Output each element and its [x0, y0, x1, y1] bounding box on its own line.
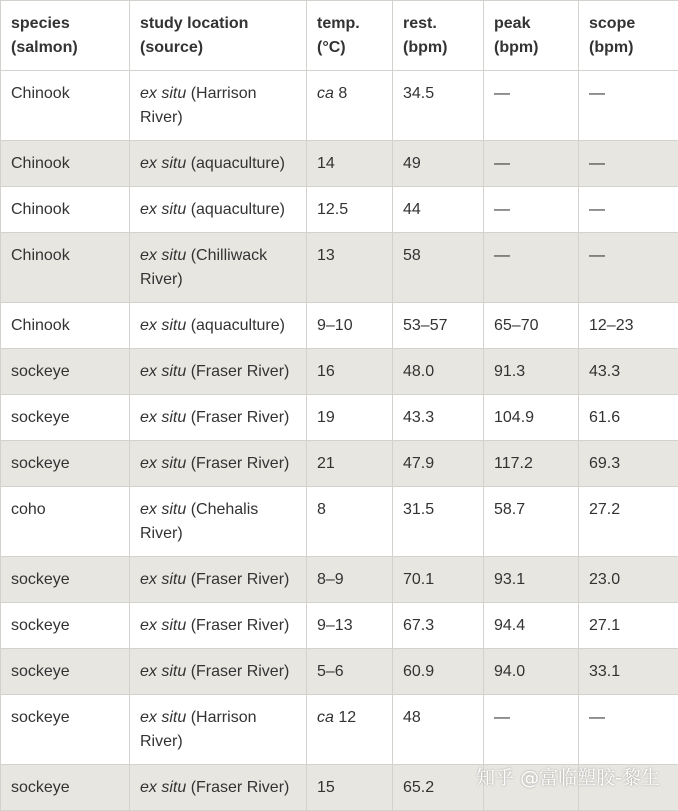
cell-location	[130, 349, 307, 395]
table-row	[1, 349, 678, 395]
cell-scope: —	[579, 695, 678, 765]
cell-temp	[307, 603, 393, 649]
header-row	[1, 1, 678, 71]
cell-peak: 65–70	[484, 303, 579, 349]
table-body	[1, 71, 678, 811]
table-row	[1, 557, 678, 603]
cell-peak: 91.3	[484, 349, 579, 395]
header-line: temp.	[317, 15, 360, 32]
cell-scope: —	[579, 187, 678, 233]
header-scope	[579, 1, 678, 71]
cell-location	[130, 487, 307, 557]
location-source: (Fraser River)	[186, 779, 289, 796]
header-line: (bpm)	[403, 39, 447, 56]
cell-rest: 58	[393, 233, 484, 303]
temp-value: 9–10	[317, 317, 353, 334]
cell-species: Chinook	[1, 303, 130, 349]
cell-temp	[307, 349, 393, 395]
location-prefix: ex situ	[140, 363, 186, 380]
location-prefix: ex situ	[140, 617, 186, 634]
location-source: (aquaculture)	[186, 201, 285, 218]
cell-location	[130, 303, 307, 349]
cell-rest: 48	[393, 695, 484, 765]
location-prefix: ex situ	[140, 201, 186, 218]
cell-scope: 43.3	[579, 349, 678, 395]
cell-scope: 27.1	[579, 603, 678, 649]
cell-rest: 67.3	[393, 603, 484, 649]
cell-species: Chinook	[1, 71, 130, 141]
location-prefix: ex situ	[140, 501, 186, 518]
location-prefix: ex situ	[140, 709, 186, 726]
cell-species: sockeye	[1, 695, 130, 765]
cell-species: sockeye	[1, 603, 130, 649]
cell-peak: 93.1	[484, 557, 579, 603]
table-row	[1, 695, 678, 765]
temp-prefix: ca	[317, 85, 334, 102]
table-row	[1, 649, 678, 695]
location-prefix: ex situ	[140, 155, 186, 172]
location-prefix: ex situ	[140, 663, 186, 680]
temp-value: 9–13	[317, 617, 353, 634]
cell-species: sockeye	[1, 649, 130, 695]
cell-location	[130, 395, 307, 441]
location-source: (Chilliwack River)	[140, 247, 267, 288]
cell-location	[130, 695, 307, 765]
location-source: (Harrison River)	[140, 709, 256, 750]
cell-peak: —	[484, 141, 579, 187]
cell-species: sockeye	[1, 349, 130, 395]
cell-rest: 65.2	[393, 765, 484, 811]
cell-temp	[307, 695, 393, 765]
header-line: study location	[140, 15, 248, 32]
temp-value: 19	[317, 409, 335, 426]
table-row	[1, 441, 678, 487]
cell-location	[130, 71, 307, 141]
cell-scope: 27.2	[579, 487, 678, 557]
location-prefix: ex situ	[140, 247, 186, 264]
location-prefix: ex situ	[140, 571, 186, 588]
cell-rest: 49	[393, 141, 484, 187]
cell-temp	[307, 557, 393, 603]
cell-temp	[307, 141, 393, 187]
location-source: (Fraser River)	[186, 663, 289, 680]
location-prefix: ex situ	[140, 85, 186, 102]
temp-prefix: ca	[317, 709, 334, 726]
header-location	[130, 1, 307, 71]
cell-peak: —	[484, 71, 579, 141]
location-prefix: ex situ	[140, 317, 186, 334]
table-row	[1, 487, 678, 557]
cell-peak: 94.4	[484, 603, 579, 649]
header-line: (°C)	[317, 39, 346, 56]
cell-scope: 23.0	[579, 557, 678, 603]
header-line: peak	[494, 15, 530, 32]
cell-temp	[307, 187, 393, 233]
cell-species: Chinook	[1, 233, 130, 303]
cell-peak: 94.0	[484, 649, 579, 695]
cell-location	[130, 649, 307, 695]
cell-peak: —	[484, 695, 579, 765]
cell-location	[130, 603, 307, 649]
temp-value: 13	[317, 247, 335, 264]
cell-peak: 104.9	[484, 395, 579, 441]
cell-species: coho	[1, 487, 130, 557]
cell-rest: 44	[393, 187, 484, 233]
cell-temp	[307, 233, 393, 303]
cell-temp	[307, 649, 393, 695]
temp-value: 12.5	[317, 201, 348, 218]
location-source: (Fraser River)	[186, 571, 289, 588]
cell-rest: 43.3	[393, 395, 484, 441]
temp-value: 15	[317, 779, 335, 796]
cell-species: Chinook	[1, 141, 130, 187]
cell-rest: 48.0	[393, 349, 484, 395]
table-row	[1, 303, 678, 349]
cell-rest: 34.5	[393, 71, 484, 141]
cell-location	[130, 187, 307, 233]
location-source: (Fraser River)	[186, 455, 289, 472]
location-source: (Chehalis River)	[140, 501, 258, 542]
cell-rest: 47.9	[393, 441, 484, 487]
location-prefix: ex situ	[140, 409, 186, 426]
header-rest	[393, 1, 484, 71]
location-prefix: ex situ	[140, 779, 186, 796]
cell-temp	[307, 395, 393, 441]
cell-temp	[307, 71, 393, 141]
cell-peak: 117.2	[484, 441, 579, 487]
header-line: rest.	[403, 15, 437, 32]
watermark-text: 知乎 @富临塑胶-黎生	[476, 763, 660, 790]
cell-location	[130, 557, 307, 603]
location-source: (Fraser River)	[186, 363, 289, 380]
cell-species: sockeye	[1, 765, 130, 811]
temp-value: 5–6	[317, 663, 344, 680]
table-row	[1, 233, 678, 303]
header-line: (bpm)	[494, 39, 538, 56]
temp-value: 16	[317, 363, 335, 380]
header-peak	[484, 1, 579, 71]
location-source: (Fraser River)	[186, 409, 289, 426]
header-line: scope	[589, 15, 635, 32]
cell-scope: 61.6	[579, 395, 678, 441]
cell-species: Chinook	[1, 187, 130, 233]
cell-temp	[307, 487, 393, 557]
cell-scope: —	[579, 71, 678, 141]
table-row	[1, 603, 678, 649]
location-prefix: ex situ	[140, 455, 186, 472]
cell-temp	[307, 303, 393, 349]
table-row	[1, 141, 678, 187]
temp-value: 8	[317, 501, 326, 518]
cell-location	[130, 233, 307, 303]
header-temp	[307, 1, 393, 71]
cell-rest: 60.9	[393, 649, 484, 695]
cell-rest: 31.5	[393, 487, 484, 557]
table-row	[1, 71, 678, 141]
cell-scope: 33.1	[579, 649, 678, 695]
table-row	[1, 395, 678, 441]
cell-location	[130, 141, 307, 187]
location-source: (aquaculture)	[186, 317, 285, 334]
header-line: (source)	[140, 39, 203, 56]
temp-value: 14	[317, 155, 335, 172]
cell-species: sockeye	[1, 395, 130, 441]
cell-scope: —	[579, 141, 678, 187]
cell-temp	[307, 441, 393, 487]
location-source: (aquaculture)	[186, 155, 285, 172]
location-source: (Fraser River)	[186, 617, 289, 634]
cell-rest: 53–57	[393, 303, 484, 349]
cell-scope: 69.3	[579, 441, 678, 487]
cell-species: sockeye	[1, 557, 130, 603]
temp-value: 8	[334, 85, 347, 102]
cell-scope: —	[579, 233, 678, 303]
table-row	[1, 187, 678, 233]
cell-rest: 70.1	[393, 557, 484, 603]
header-line: species	[11, 15, 70, 32]
cell-location	[130, 441, 307, 487]
header-species	[1, 1, 130, 71]
temp-value: 12	[334, 709, 356, 726]
cell-peak: —	[484, 187, 579, 233]
location-source: (Harrison River)	[140, 85, 256, 126]
header-line: (bpm)	[589, 39, 633, 56]
temp-value: 21	[317, 455, 335, 472]
cell-species: sockeye	[1, 441, 130, 487]
cell-peak: 58.7	[484, 487, 579, 557]
temp-value: 8–9	[317, 571, 344, 588]
cell-peak: —	[484, 233, 579, 303]
header-line: (salmon)	[11, 39, 78, 56]
cell-scope: 12–23	[579, 303, 678, 349]
